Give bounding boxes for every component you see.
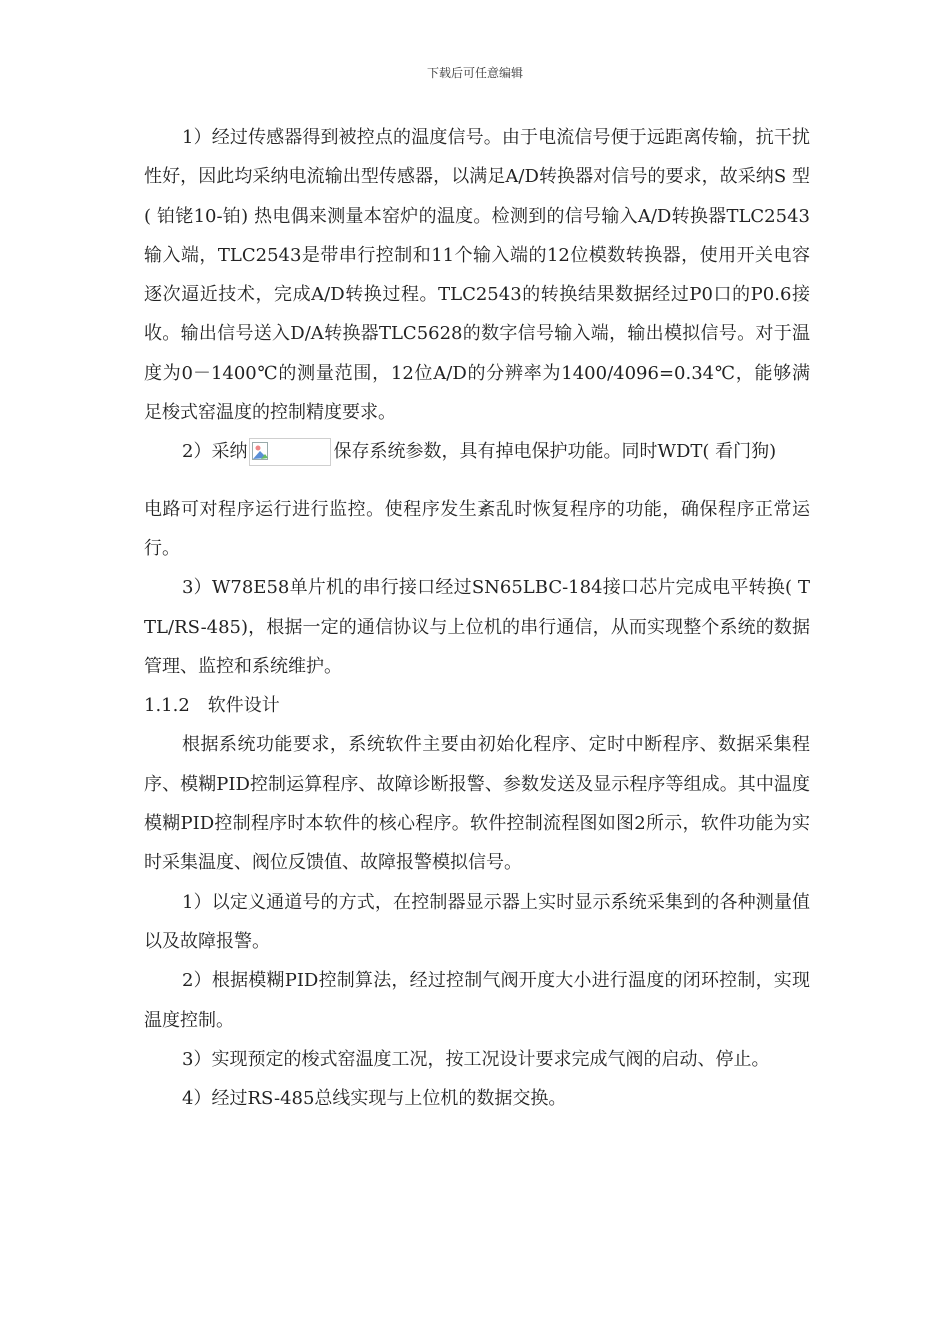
section-heading: 1.1.2 软件设计 xyxy=(144,695,280,717)
page-header: 下载后可任意编辑 xyxy=(426,66,523,80)
broken-image-icon xyxy=(249,438,331,466)
paragraph-4: 根据系统功能要求，系统软件主要由初始化程序、定时中断程序、数据采集程序、模糊PID控制运算程序、故障诊断报警、参数发送及显示程序等组成。其中温度模糊PID控制程序时本软件的核心程序。软件控制流程图如图2所示，软件功能为实时采集温度、阀位反馈值、故障报警模拟信号。 xyxy=(144,734,810,874)
paragraph-3: 3）W78E58单片机的串行接口经过SN65LBC-184接口芯片完成电平转换( TTL/RS-485)，根据一定的通信协议与上位机的串行通信，从而实现整个系统的数据管理、监控和系统维护。 xyxy=(144,577,810,677)
paragraph-2-tail: 保存系统参数，具有掉电保护功能。同时WDT( 看门狗) xyxy=(333,441,777,463)
paragraph-8: 4）经过RS-485总线实现与上位机的数据交换。 xyxy=(182,1088,567,1110)
paragraph-6: 2）根据模糊PID控制算法，经过控制气阀开度大小进行温度的闭环控制，实现温度控制。 xyxy=(144,970,810,1031)
paragraph-5: 1）以定义通道号的方式，在控制器显示器上实时显示系统采集到的各种测量值以及故障报警。 xyxy=(144,891,810,952)
paragraph-2-lead: 2）采纳 xyxy=(182,441,248,463)
paragraph-7: 3）实现预定的梭式窑温度工况，按工况设计要求完成气阀的启动、停止。 xyxy=(182,1048,770,1070)
paragraph-1: 1）经过传感器得到被控点的温度信号。由于电流信号便于远距离传输，抗干扰性好，因此均采纳电流输出型传感器，以满足A/D转换器对信号的要求，故采纳S 型( 铂铑10-铂) 热电偶来测量本窑炉的温度。检测到的信号输入A/D转换器TLC2543输入端，TLC2543是带串行控制和11个输入端的12位模数转换器，使用开关电容逐次逼近技术，完成A/D转换过程。TLC2543的转换结果数据经过P0口的P0.6接收。输出信号送入D/A转换器TLC5628的数字信号输入端，输出模拟信号。对于温度为0－1400℃的测量范围，12位A/D的分辨率为1400/4096=0.34℃，能够满足梭式窑温度的控制精度要求。 xyxy=(144,127,810,424)
paragraph-2-continued: 电路可对程序运行进行监控。使程序发生紊乱时恢复程序的功能，确保程序正常运行。 xyxy=(144,498,810,559)
document-body xyxy=(144,118,810,1118)
paragraph-2 xyxy=(144,432,810,471)
image-gap xyxy=(144,472,810,490)
